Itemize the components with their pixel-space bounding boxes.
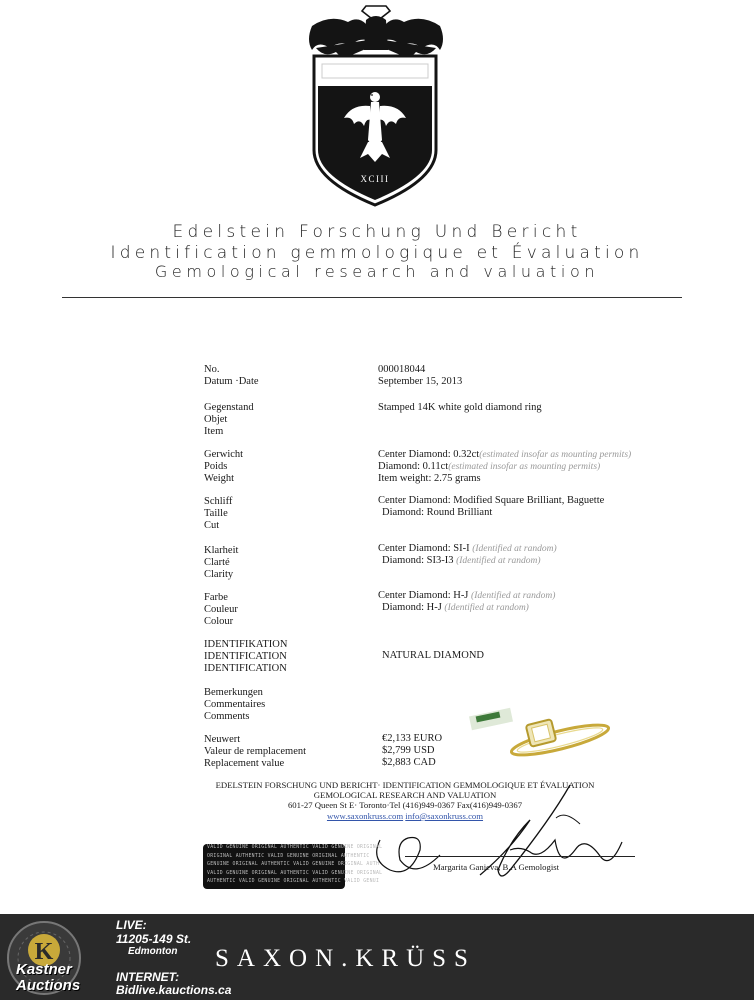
colour-center-note: (Identified at random) — [471, 591, 556, 601]
label-weight-de: Gerwicht — [204, 449, 244, 460]
brand-wordmark: SAXON.KRÜSS — [215, 945, 476, 972]
heading-german: Edelstein Forschung Und Bericht — [172, 222, 582, 242]
seal-row: VALID GENUINE ORIGINAL AUTHENTIC VALID GENUINE ORIGINAL — [207, 845, 383, 850]
label-replacement-en: Replacement value — [204, 758, 285, 769]
field-labels-comments — [204, 687, 265, 723]
weight-center-text: Center Diamond: 0.32ct — [378, 449, 480, 460]
clarity-center-note: (Identified at random) — [472, 544, 557, 554]
label-cut-de: Schliff — [204, 496, 233, 507]
label-colour-de: Farbe — [204, 592, 228, 603]
live-address: 11205-149 St. — [116, 932, 192, 946]
label-item-de: Gegenstand — [204, 402, 254, 413]
email-link[interactable]: info@saxonkruss.com — [405, 811, 484, 821]
logo-line1: Kastner — [16, 961, 72, 978]
colour-center-text: Center Diamond: H-J — [378, 590, 469, 601]
label-weight-en: Weight — [204, 473, 235, 484]
label-replacement-de: Neuwert — [204, 734, 241, 745]
website-link[interactable]: www.saxonkruss.com — [326, 811, 404, 821]
weight-diamond-text: Diamond: 0.11ct — [378, 461, 449, 472]
value-weight-center — [378, 449, 631, 461]
label-clarity-de: Klarheit — [204, 545, 239, 556]
signature-line — [405, 856, 635, 857]
ring-photo — [468, 708, 618, 768]
field-labels-cut — [204, 496, 232, 532]
label-clarity-fr: Clarté — [204, 557, 230, 568]
value-cut-diamond: Diamond: Round Brilliant — [382, 507, 493, 518]
value-colour-diamond — [382, 602, 529, 614]
field-labels-replacement — [204, 734, 306, 770]
value-item-weight: Item weight: 2.75 grams — [378, 473, 481, 484]
internet-url[interactable]: Bidlive.kauctions.ca — [116, 983, 232, 997]
clarity-diamond-text: Diamond: SI3-I3 — [382, 555, 454, 566]
field-labels-clarity — [204, 545, 238, 581]
seal-row: ORIGINAL AUTHENTIC VALID GENUINE ORIGINAL AUTHENTIC — [207, 853, 370, 859]
clarity-diamond-note: (Identified at random) — [456, 556, 541, 566]
field-labels-item — [204, 402, 254, 438]
label-item-fr: Objet — [204, 414, 228, 425]
seal-row: AUTHENTIC VALID GENUINE ORIGINAL AUTHENTIC VALID GENUI — [207, 879, 380, 884]
internet-label: INTERNET: — [116, 970, 180, 984]
label-identification-en: IDENTIFICATION — [204, 663, 287, 674]
divider — [62, 297, 682, 298]
label-identification-fr: IDENTIFICATION — [204, 651, 287, 662]
seal-row: GENUINE ORIGINAL AUTHENTIC VALID GENUINE ORIGINAL AUTH — [207, 862, 380, 867]
colour-diamond-text: Diamond: H-J — [382, 602, 442, 613]
logo-line2: Auctions — [16, 977, 81, 994]
value-weight-diamond — [378, 461, 600, 473]
clarity-center-text: Center Diamond: SI-I — [378, 543, 470, 554]
footer-company: EDELSTEIN FORSCHUNG UND BERICHT· IDENTIFICATION GEMMOLOGIQUE ET ÉVALUATION — [215, 780, 595, 790]
heading-french: Identification gemmologique et Évaluation — [110, 243, 644, 263]
weight-diamond-note: (estimated insofar as mounting permits) — [448, 462, 601, 472]
seal-row: VALID GENUINE ORIGINAL AUTHENTIC VALID GENUINE ORIGINAL — [207, 870, 383, 876]
label-replacement-fr: Valeur de remplacement — [204, 746, 307, 757]
weight-center-note: (estimated insofar as mounting permits) — [479, 450, 632, 460]
footer-subtitle: GEMOLOGICAL RESEARCH AND VALUATION — [313, 790, 497, 800]
label-cut-en: Cut — [204, 520, 220, 531]
colour-diamond-note: (Identified at random) — [444, 603, 529, 613]
field-labels-identification — [204, 639, 287, 675]
value-replacement-usd: $2,799 USD — [382, 745, 435, 756]
value-replacement-eur: €2,133 EURO — [382, 733, 443, 744]
label-identification-de: IDENTIFIKATION — [204, 639, 288, 650]
label-item-en: Item — [204, 426, 224, 437]
field-labels-colour — [204, 592, 238, 628]
label-colour-en: Colour — [204, 616, 234, 627]
field-labels-number-date — [204, 364, 259, 388]
label-date: Datum ·Date — [204, 376, 259, 387]
value-identification: NATURAL DIAMOND — [382, 650, 484, 661]
crest-numeral: XCIII — [360, 174, 390, 184]
label-cut-fr: Taille — [204, 508, 228, 519]
heading-english: Gemological research and valuation — [154, 262, 600, 281]
live-label: LIVE: — [116, 918, 147, 932]
label-comments-en: Comments — [204, 711, 250, 722]
value-colour-center — [378, 590, 555, 602]
signatory-name: Margarita Ganieva, B.A Gemologist — [433, 862, 560, 872]
value-number: 000018044 — [378, 364, 426, 375]
label-comments-de: Bemerkungen — [204, 687, 263, 698]
label-weight-fr: Poids — [204, 461, 228, 472]
authenticity-hologram — [203, 844, 383, 889]
value-clarity-center — [378, 543, 557, 555]
value-cut-center: Center Diamond: Modified Square Brilliant, Baguette — [378, 495, 605, 506]
field-labels-weight — [204, 449, 243, 485]
live-city: Edmonton — [128, 946, 178, 957]
value-date: September 15, 2013 — [378, 376, 463, 387]
crest-logo — [0, 0, 754, 215]
value-replacement-cad: $2,883 CAD — [382, 757, 436, 768]
value-item: Stamped 14K white gold diamond ring — [378, 402, 542, 413]
label-comments-fr: Commentaires — [204, 699, 266, 710]
logo-letter: K — [34, 939, 54, 965]
value-clarity-diamond — [382, 555, 541, 567]
label-colour-fr: Couleur — [204, 604, 238, 615]
label-number: No. — [204, 364, 220, 375]
label-clarity-en: Clarity — [204, 569, 234, 580]
footer-address: 601-27 Queen St E· Toronto·Tel (416)949-0367 Fax(416)949-0367 — [287, 800, 523, 810]
